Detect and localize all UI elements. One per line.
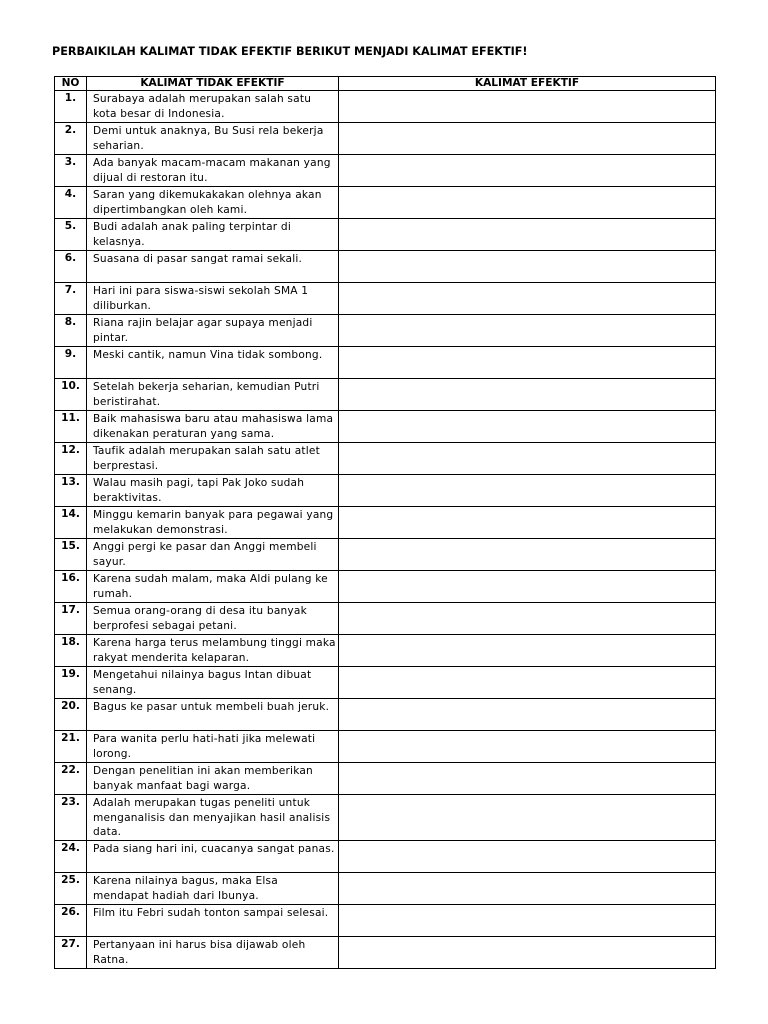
table-row: [55, 315, 716, 347]
ineffective-sentence: Saran yang dikemukakakan olehnya akan dipertimbangkan oleh kami.: [87, 187, 339, 219]
row-number: 3.: [55, 155, 87, 187]
ineffective-sentence: Karena sudah malam, maka Aldi pulang ke rumah.: [87, 571, 339, 603]
row-number: 5.: [55, 219, 87, 251]
row-number: 24.: [55, 841, 87, 873]
answer-cell[interactable]: [339, 603, 716, 635]
ineffective-sentence: Para wanita perlu hati-hati jika melewati lorong.: [87, 731, 339, 763]
row-number: 8.: [55, 315, 87, 347]
ineffective-sentence: Surabaya adalah merupakan salah satu kota besar di Indonesia.: [87, 91, 339, 123]
ineffective-sentence: Baik mahasiswa baru atau mahasiswa lama dikenakan peraturan yang sama.: [87, 411, 339, 443]
header-no: NO: [55, 77, 87, 91]
ineffective-sentence: Riana rajin belajar agar supaya menjadi pintar.: [87, 315, 339, 347]
answer-cell[interactable]: [339, 475, 716, 507]
table-row: [55, 795, 716, 841]
ineffective-sentence: Demi untuk anaknya, Bu Susi rela bekerja seharian.: [87, 123, 339, 155]
answer-cell[interactable]: [339, 841, 716, 873]
ineffective-sentence: Pertanyaan ini harus bisa dijawab oleh Ratna.: [87, 937, 339, 969]
ineffective-sentence: Setelah bekerja seharian, kemudian Putri beristirahat.: [87, 379, 339, 411]
row-number: 16.: [55, 571, 87, 603]
table-row: [55, 763, 716, 795]
answer-cell[interactable]: [339, 379, 716, 411]
answer-cell[interactable]: [339, 905, 716, 937]
row-number: 10.: [55, 379, 87, 411]
answer-cell[interactable]: [339, 411, 716, 443]
answer-cell[interactable]: [339, 283, 716, 315]
row-number: 17.: [55, 603, 87, 635]
answer-cell[interactable]: [339, 731, 716, 763]
answer-cell[interactable]: [339, 873, 716, 905]
answer-cell[interactable]: [339, 443, 716, 475]
table-row: [55, 937, 716, 969]
ineffective-sentence: Meski cantik, namun Vina tidak sombong.: [87, 347, 339, 379]
row-number: 1.: [55, 91, 87, 123]
table-row: [55, 667, 716, 699]
header-effective-sentence: KALIMAT EFEKTIF: [339, 77, 716, 91]
answer-cell[interactable]: [339, 187, 716, 219]
row-number: 2.: [55, 123, 87, 155]
answer-cell[interactable]: [339, 571, 716, 603]
table-row: [55, 251, 716, 283]
table-row: [55, 411, 716, 443]
table-row: [55, 443, 716, 475]
table-row: [55, 571, 716, 603]
table-row: [55, 873, 716, 905]
row-number: 4.: [55, 187, 87, 219]
ineffective-sentence: Anggi pergi ke pasar dan Anggi membeli sayur.: [87, 539, 339, 571]
ineffective-sentence: Pada siang hari ini, cuacanya sangat panas.: [87, 841, 339, 873]
row-number: 23.: [55, 795, 87, 841]
answer-cell[interactable]: [339, 937, 716, 969]
answer-cell[interactable]: [339, 219, 716, 251]
answer-cell[interactable]: [339, 699, 716, 731]
ineffective-sentence: Dengan penelitian ini akan memberikan banyak manfaat bagi warga.: [87, 763, 339, 795]
ineffective-sentence: Karena nilainya bagus, maka Elsa mendapat hadiah dari Ibunya.: [87, 873, 339, 905]
answer-cell[interactable]: [339, 91, 716, 123]
table-row: [55, 379, 716, 411]
ineffective-sentence: Karena harga terus melambung tinggi maka rakyat menderita kelaparan.: [87, 635, 339, 667]
table-row: [55, 91, 716, 123]
ineffective-sentence: Minggu kemarin banyak para pegawai yang melakukan demonstrasi.: [87, 507, 339, 539]
table-row: [55, 475, 716, 507]
ineffective-sentence: Walau masih pagi, tapi Pak Joko sudah beraktivitas.: [87, 475, 339, 507]
row-number: 20.: [55, 699, 87, 731]
answer-cell[interactable]: [339, 763, 716, 795]
table-row: [55, 123, 716, 155]
answer-cell[interactable]: [339, 507, 716, 539]
row-number: 21.: [55, 731, 87, 763]
table-row: [55, 507, 716, 539]
header-row: [55, 77, 716, 91]
ineffective-sentence: Adalah merupakan tugas peneliti untuk menganalisis dan menyajikan hasil analisis data.: [87, 795, 339, 841]
ineffective-sentence: Bagus ke pasar untuk membeli buah jeruk.: [87, 699, 339, 731]
answer-cell[interactable]: [339, 635, 716, 667]
answer-cell[interactable]: [339, 539, 716, 571]
exercise-table: [54, 76, 716, 969]
table-row: [55, 905, 716, 937]
answer-cell[interactable]: [339, 795, 716, 841]
answer-cell[interactable]: [339, 347, 716, 379]
table-row: [55, 155, 716, 187]
row-number: 13.: [55, 475, 87, 507]
row-number: 19.: [55, 667, 87, 699]
worksheet-title: PERBAIKILAH KALIMAT TIDAK EFEKTIF BERIKUT MENJADI KALIMAT EFEKTIF!: [52, 45, 528, 58]
table-row: [55, 187, 716, 219]
row-number: 14.: [55, 507, 87, 539]
row-number: 18.: [55, 635, 87, 667]
table-row: [55, 699, 716, 731]
row-number: 7.: [55, 283, 87, 315]
row-number: 27.: [55, 937, 87, 969]
table-row: [55, 347, 716, 379]
row-number: 22.: [55, 763, 87, 795]
row-number: 6.: [55, 251, 87, 283]
row-number: 26.: [55, 905, 87, 937]
row-number: 12.: [55, 443, 87, 475]
table-row: [55, 539, 716, 571]
answer-cell[interactable]: [339, 667, 716, 699]
answer-cell[interactable]: [339, 251, 716, 283]
table-row: [55, 283, 716, 315]
table-row: [55, 731, 716, 763]
ineffective-sentence: Suasana di pasar sangat ramai sekali.: [87, 251, 339, 283]
row-number: 11.: [55, 411, 87, 443]
ineffective-sentence: Film itu Febri sudah tonton sampai selesai.: [87, 905, 339, 937]
ineffective-sentence: Ada banyak macam-macam makanan yang dijual di restoran itu.: [87, 155, 339, 187]
table-row: [55, 635, 716, 667]
ineffective-sentence: Semua orang-orang di desa itu banyak berprofesi sebagai petani.: [87, 603, 339, 635]
answer-cell[interactable]: [339, 155, 716, 187]
ineffective-sentence: Taufik adalah merupakan salah satu atlet berprestasi.: [87, 443, 339, 475]
answer-cell[interactable]: [339, 123, 716, 155]
row-number: 9.: [55, 347, 87, 379]
ineffective-sentence: Budi adalah anak paling terpintar di kelasnya.: [87, 219, 339, 251]
table-row: [55, 219, 716, 251]
row-number: 15.: [55, 539, 87, 571]
ineffective-sentence: Hari ini para siswa-siswi sekolah SMA 1 diliburkan.: [87, 283, 339, 315]
answer-cell[interactable]: [339, 315, 716, 347]
table-row: [55, 603, 716, 635]
table-row: [55, 841, 716, 873]
row-number: 25.: [55, 873, 87, 905]
ineffective-sentence: Mengetahui nilainya bagus Intan dibuat senang.: [87, 667, 339, 699]
header-ineffective-sentence: KALIMAT TIDAK EFEKTIF: [87, 77, 339, 91]
